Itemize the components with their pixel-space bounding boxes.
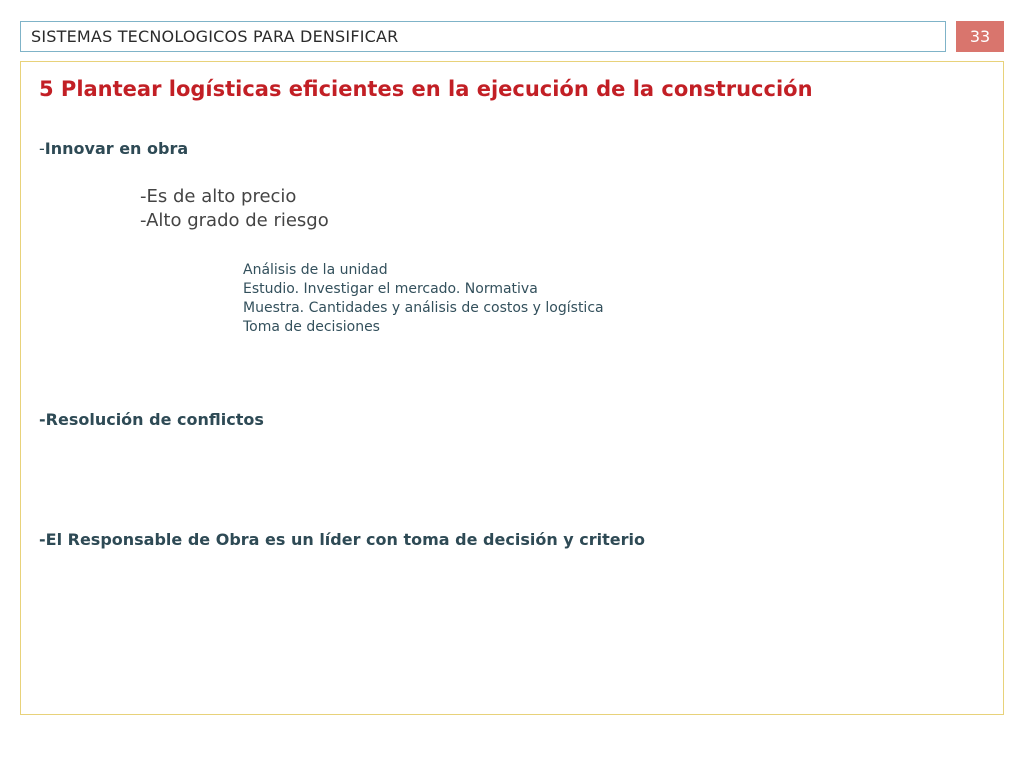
list-item: -Es de alto precio (140, 186, 297, 207)
list-item: Toma de decisiones (243, 319, 380, 335)
list-item: Muestra. Cantidades y análisis de costos y logística (243, 300, 604, 316)
page-number-badge (956, 21, 1004, 52)
section-title: Innovar en obra (44, 139, 189, 158)
page-number: 33 (969, 27, 991, 46)
innovar-points (140, 185, 329, 233)
slide-title: SISTEMAS TECNOLOGICOS PARA DENSIFICAR (31, 27, 399, 46)
section-resolucion: -Resolución de conflictos (39, 410, 264, 429)
section-responsable: -El Responsable de Obra es un líder con toma de decisión y criterio (39, 530, 646, 549)
section-innovar (39, 139, 188, 158)
main-heading: 5 Plantear logísticas eficientes en la ejecución de la construcción (39, 77, 813, 101)
section-dash: - (39, 139, 45, 158)
header-bar (20, 21, 946, 52)
list-item: Estudio. Investigar el mercado. Normativa (243, 281, 538, 297)
list-item: Análisis de la unidad (243, 262, 388, 278)
innovar-subpoints (243, 261, 604, 337)
list-item: -Alto grado de riesgo (140, 210, 329, 231)
content-area (20, 61, 1004, 715)
